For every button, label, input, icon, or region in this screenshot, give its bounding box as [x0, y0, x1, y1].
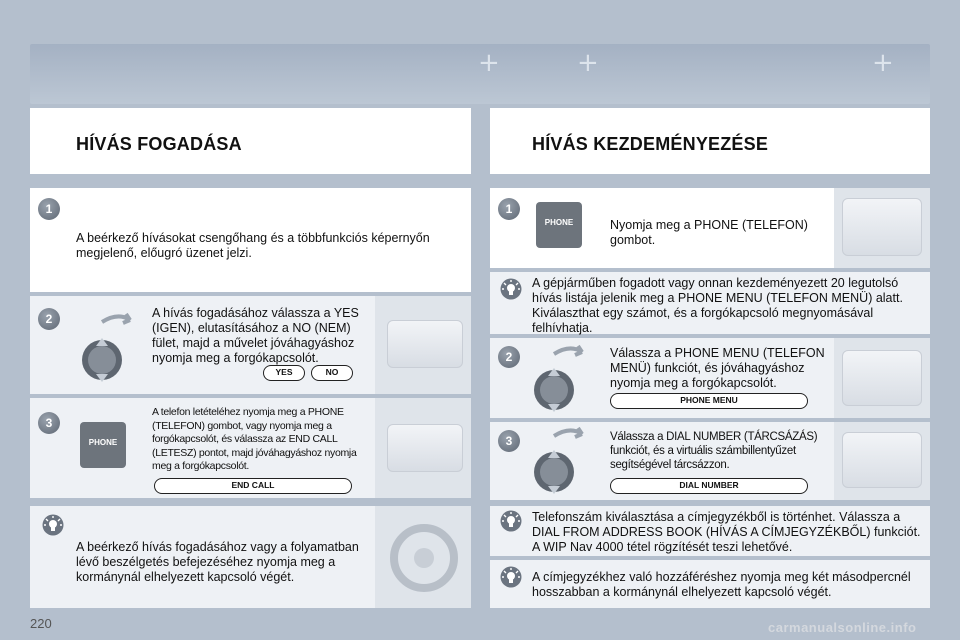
plus-decoration-icon: +	[577, 48, 599, 78]
no-button[interactable]: NO	[311, 365, 353, 381]
right-title-panel	[490, 108, 930, 174]
radio-unit-illustration	[842, 350, 922, 406]
rotary-knob-icon	[532, 340, 592, 418]
phone-key-image	[80, 422, 126, 468]
left-tip-text: A beérkező hívás fogadásához vagy a folyamatban lévő beszélgetés befejezéséhez nyomja meg a kormánynál elhelyezett kapcsoló végét.	[76, 540, 359, 584]
left-title-panel	[30, 108, 471, 174]
radio-unit-illustration	[842, 432, 922, 488]
left-step1-text: A beérkező hívásokat csengőhang és a többfunkciós képernyőn megjelenő, előugró üzenet jelzi.	[76, 231, 430, 260]
left-step3-text: A telefon letételéhez nyomja meg a PHONE (TELEFON) gombot, vagy nyomja meg a forgókapcsolót, és válassza az END CALL (LETESZ) pontot, majd jóváhagyáshoz nyomja meg a forgókapcsolót.	[152, 406, 357, 472]
right-tip2-panel	[490, 506, 930, 556]
right-tip1-text: A gépjárműben fogadott vagy onnan kezdeményezett 20 legutolsó hívás listája jelenik meg a PHONE MENU (TELEFON MENÜ) alatt. Kiválaszthat egy számot, és a forgókapcsoló megnyomásával felhívhatja.	[532, 276, 903, 335]
right-step3-text: Válassza a DIAL NUMBER (TÁRCSÁZÁS) funkciót, és a virtuális számbillentyűzet segítségével tárcsázzon.	[610, 431, 818, 471]
right-step3-panel	[490, 422, 930, 500]
right-tip3-panel	[490, 560, 930, 608]
phone-key-label: PHONE	[88, 438, 118, 447]
lightbulb-icon	[500, 278, 522, 300]
plus-decoration-icon: +	[478, 48, 500, 78]
radio-unit-illustration	[842, 198, 922, 256]
right-tip2-text: Telefonszám kiválasztása a címjegyzékből is történhet. Válassza a DIAL FROM ADDRESS BOOK (HÍVÁS A CÍMJEGYZÉKBŐL) funkciót. A WIP Nav 4000 tétel rögzítését teszi lehetővé.	[532, 510, 921, 554]
lightbulb-icon	[42, 514, 64, 536]
steering-wheel-image	[375, 506, 471, 608]
left-tip-panel	[30, 506, 471, 608]
left-step3-panel	[30, 398, 471, 498]
dial-number-button[interactable]: DIAL NUMBER	[610, 478, 808, 494]
right-step2-text: Válassza a PHONE MENU (TELEFON MENÜ) funkciót, és jóváhagyáshoz nyomja meg a forgókapcsolót.	[610, 346, 825, 390]
radio-image	[834, 188, 930, 268]
step-number-badge: 1	[38, 198, 60, 220]
step-number-badge: 3	[38, 412, 60, 434]
radio-unit-illustration	[387, 424, 463, 472]
step-number-badge: 3	[498, 430, 520, 452]
rotary-knob-icon	[80, 308, 140, 388]
right-tip3-text: A címjegyzékhez való hozzáféréshez nyomja meg két másodpercnél hosszabban a kormánynál elhelyezett kapcsoló végét.	[532, 570, 911, 599]
phone-key-image	[536, 202, 582, 248]
yes-button[interactable]: YES	[263, 365, 305, 381]
page-number: 220	[30, 616, 52, 631]
step-number-badge: 2	[498, 346, 520, 368]
left-section-title: HÍVÁS FOGADÁSA	[76, 134, 242, 154]
phone-key-label: PHONE	[544, 218, 574, 227]
right-tip1-panel	[490, 272, 930, 334]
left-step2-text: A hívás fogadásához válassza a YES (IGEN), elutasításához a NO (NEM) fület, majd a művelet jóváhagyáshoz nyomja meg a forgókapcsolót.	[152, 306, 359, 365]
right-step2-panel	[490, 338, 930, 418]
lightbulb-icon	[500, 510, 522, 532]
right-section-title: HÍVÁS KEZDEMÉNYEZÉSE	[532, 134, 769, 154]
rotary-knob-icon	[532, 422, 592, 500]
radio-image	[375, 296, 471, 394]
lightbulb-icon	[500, 566, 522, 588]
radio-image	[834, 338, 930, 418]
steering-wheel-icon	[389, 516, 459, 596]
watermark: carmanualsonline.info	[768, 620, 917, 635]
radio-image	[834, 422, 930, 500]
left-step1-panel	[30, 188, 471, 292]
radio-image	[375, 398, 471, 498]
right-step1-text: Nyomja meg a PHONE (TELEFON) gombot.	[610, 218, 808, 247]
step-number-badge: 1	[498, 198, 520, 220]
end-call-button[interactable]: END CALL	[154, 478, 352, 494]
step-number-badge: 2	[38, 308, 60, 330]
right-step1-panel	[490, 188, 930, 268]
left-step2-panel	[30, 296, 471, 394]
plus-decoration-icon: +	[872, 48, 894, 78]
radio-unit-illustration	[387, 320, 463, 368]
phone-menu-button[interactable]: PHONE MENU	[610, 393, 808, 409]
